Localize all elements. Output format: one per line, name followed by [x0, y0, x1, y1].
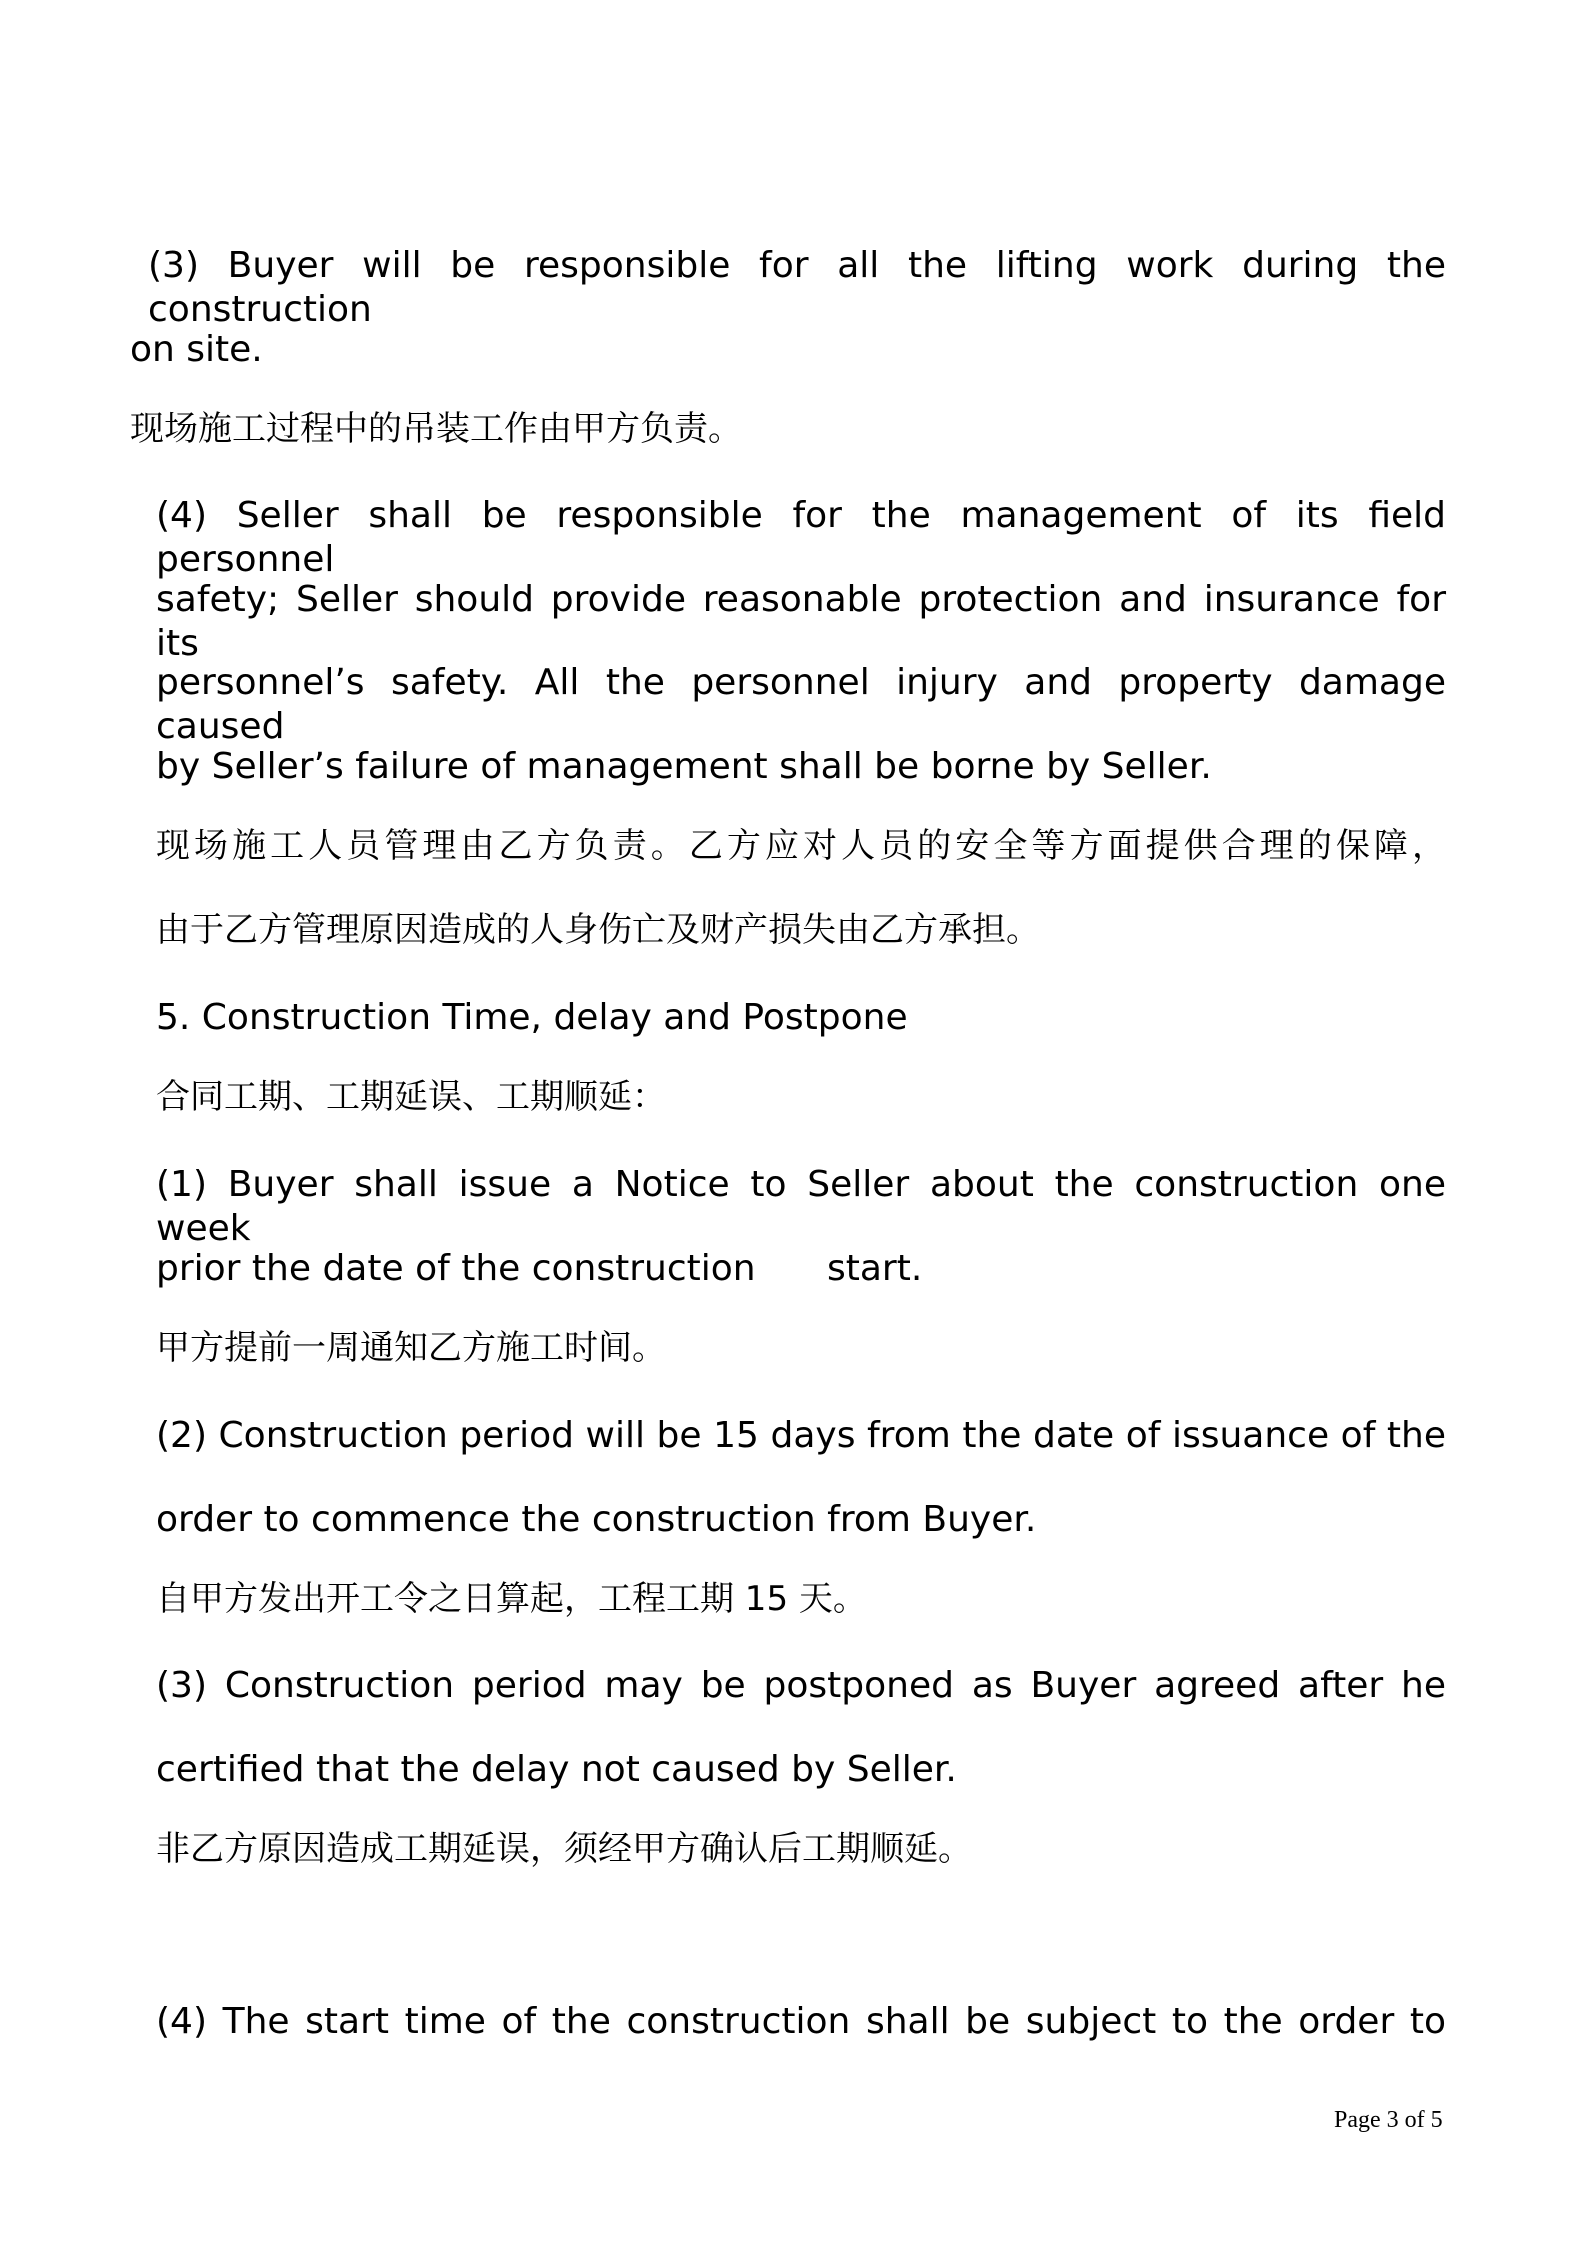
s5-item1-en-line2-part1: prior the date of the construction — [156, 1248, 756, 1289]
s5-item1-en-line2-part2: start. — [827, 1248, 923, 1289]
s5-item2-en-line2: order to commence the construction from Buyer. — [156, 1499, 1037, 1540]
s5-item3-zh: 非乙方原因造成工期延误，须经甲方确认后工期顺延。 — [156, 1829, 972, 1869]
s5-item4-en-line1: (4) The start time of the construction shall be subject to the order to — [156, 2001, 1446, 2042]
item4-safety-en-line1: (4) Seller shall be responsible for the management of its field personnel — [156, 495, 1446, 580]
item4-safety-zh-line2: 由于乙方管理原因造成的人身伤亡及财产损失由乙方承担。 — [156, 910, 1040, 950]
item4-safety-en-line2: safety; Seller should provide reasonable protection and insurance for its — [156, 579, 1446, 664]
item3-lifting-en-line2: on site. — [130, 329, 263, 370]
page-number: Page 3 of 5 — [1334, 2107, 1443, 2133]
s5-item2-en-line1: (2) Construction period will be 15 days from the date of issuance of the — [156, 1415, 1446, 1456]
section5-heading-en: 5. Construction Time, delay and Postpone — [156, 997, 908, 1038]
section5-heading-zh: 合同工期、工期延误、工期顺延： — [156, 1077, 666, 1117]
item3-lifting-en-line1: (3) Buyer will be responsible for all the lifting work during the construction — [148, 245, 1446, 330]
item4-safety-en-line4: by Seller’s failure of management shall be borne by Seller. — [156, 746, 1212, 787]
s5-item2-zh: 自甲方发出开工令之日算起，工程工期 15 天。 — [156, 1579, 867, 1619]
item3-lifting-zh: 现场施工过程中的吊装工作由甲方负责。 — [130, 409, 742, 449]
item4-safety-zh-line1: 现场施工人员管理由乙方负责。乙方应对人员的安全等方面提供合理的保障， — [156, 826, 1446, 866]
s5-item3-en-line1: (3) Construction period may be postponed as Buyer agreed after he — [156, 1665, 1446, 1706]
item4-safety-en-line3: personnel’s safety. All the personnel injury and property damage caused — [156, 662, 1446, 747]
s5-item1-zh: 甲方提前一周通知乙方施工时间。 — [156, 1328, 666, 1368]
s5-item1-en-line1: (1) Buyer shall issue a Notice to Seller about the construction one week — [156, 1164, 1446, 1249]
s5-item3-en-line2: certified that the delay not caused by Seller. — [156, 1749, 957, 1790]
